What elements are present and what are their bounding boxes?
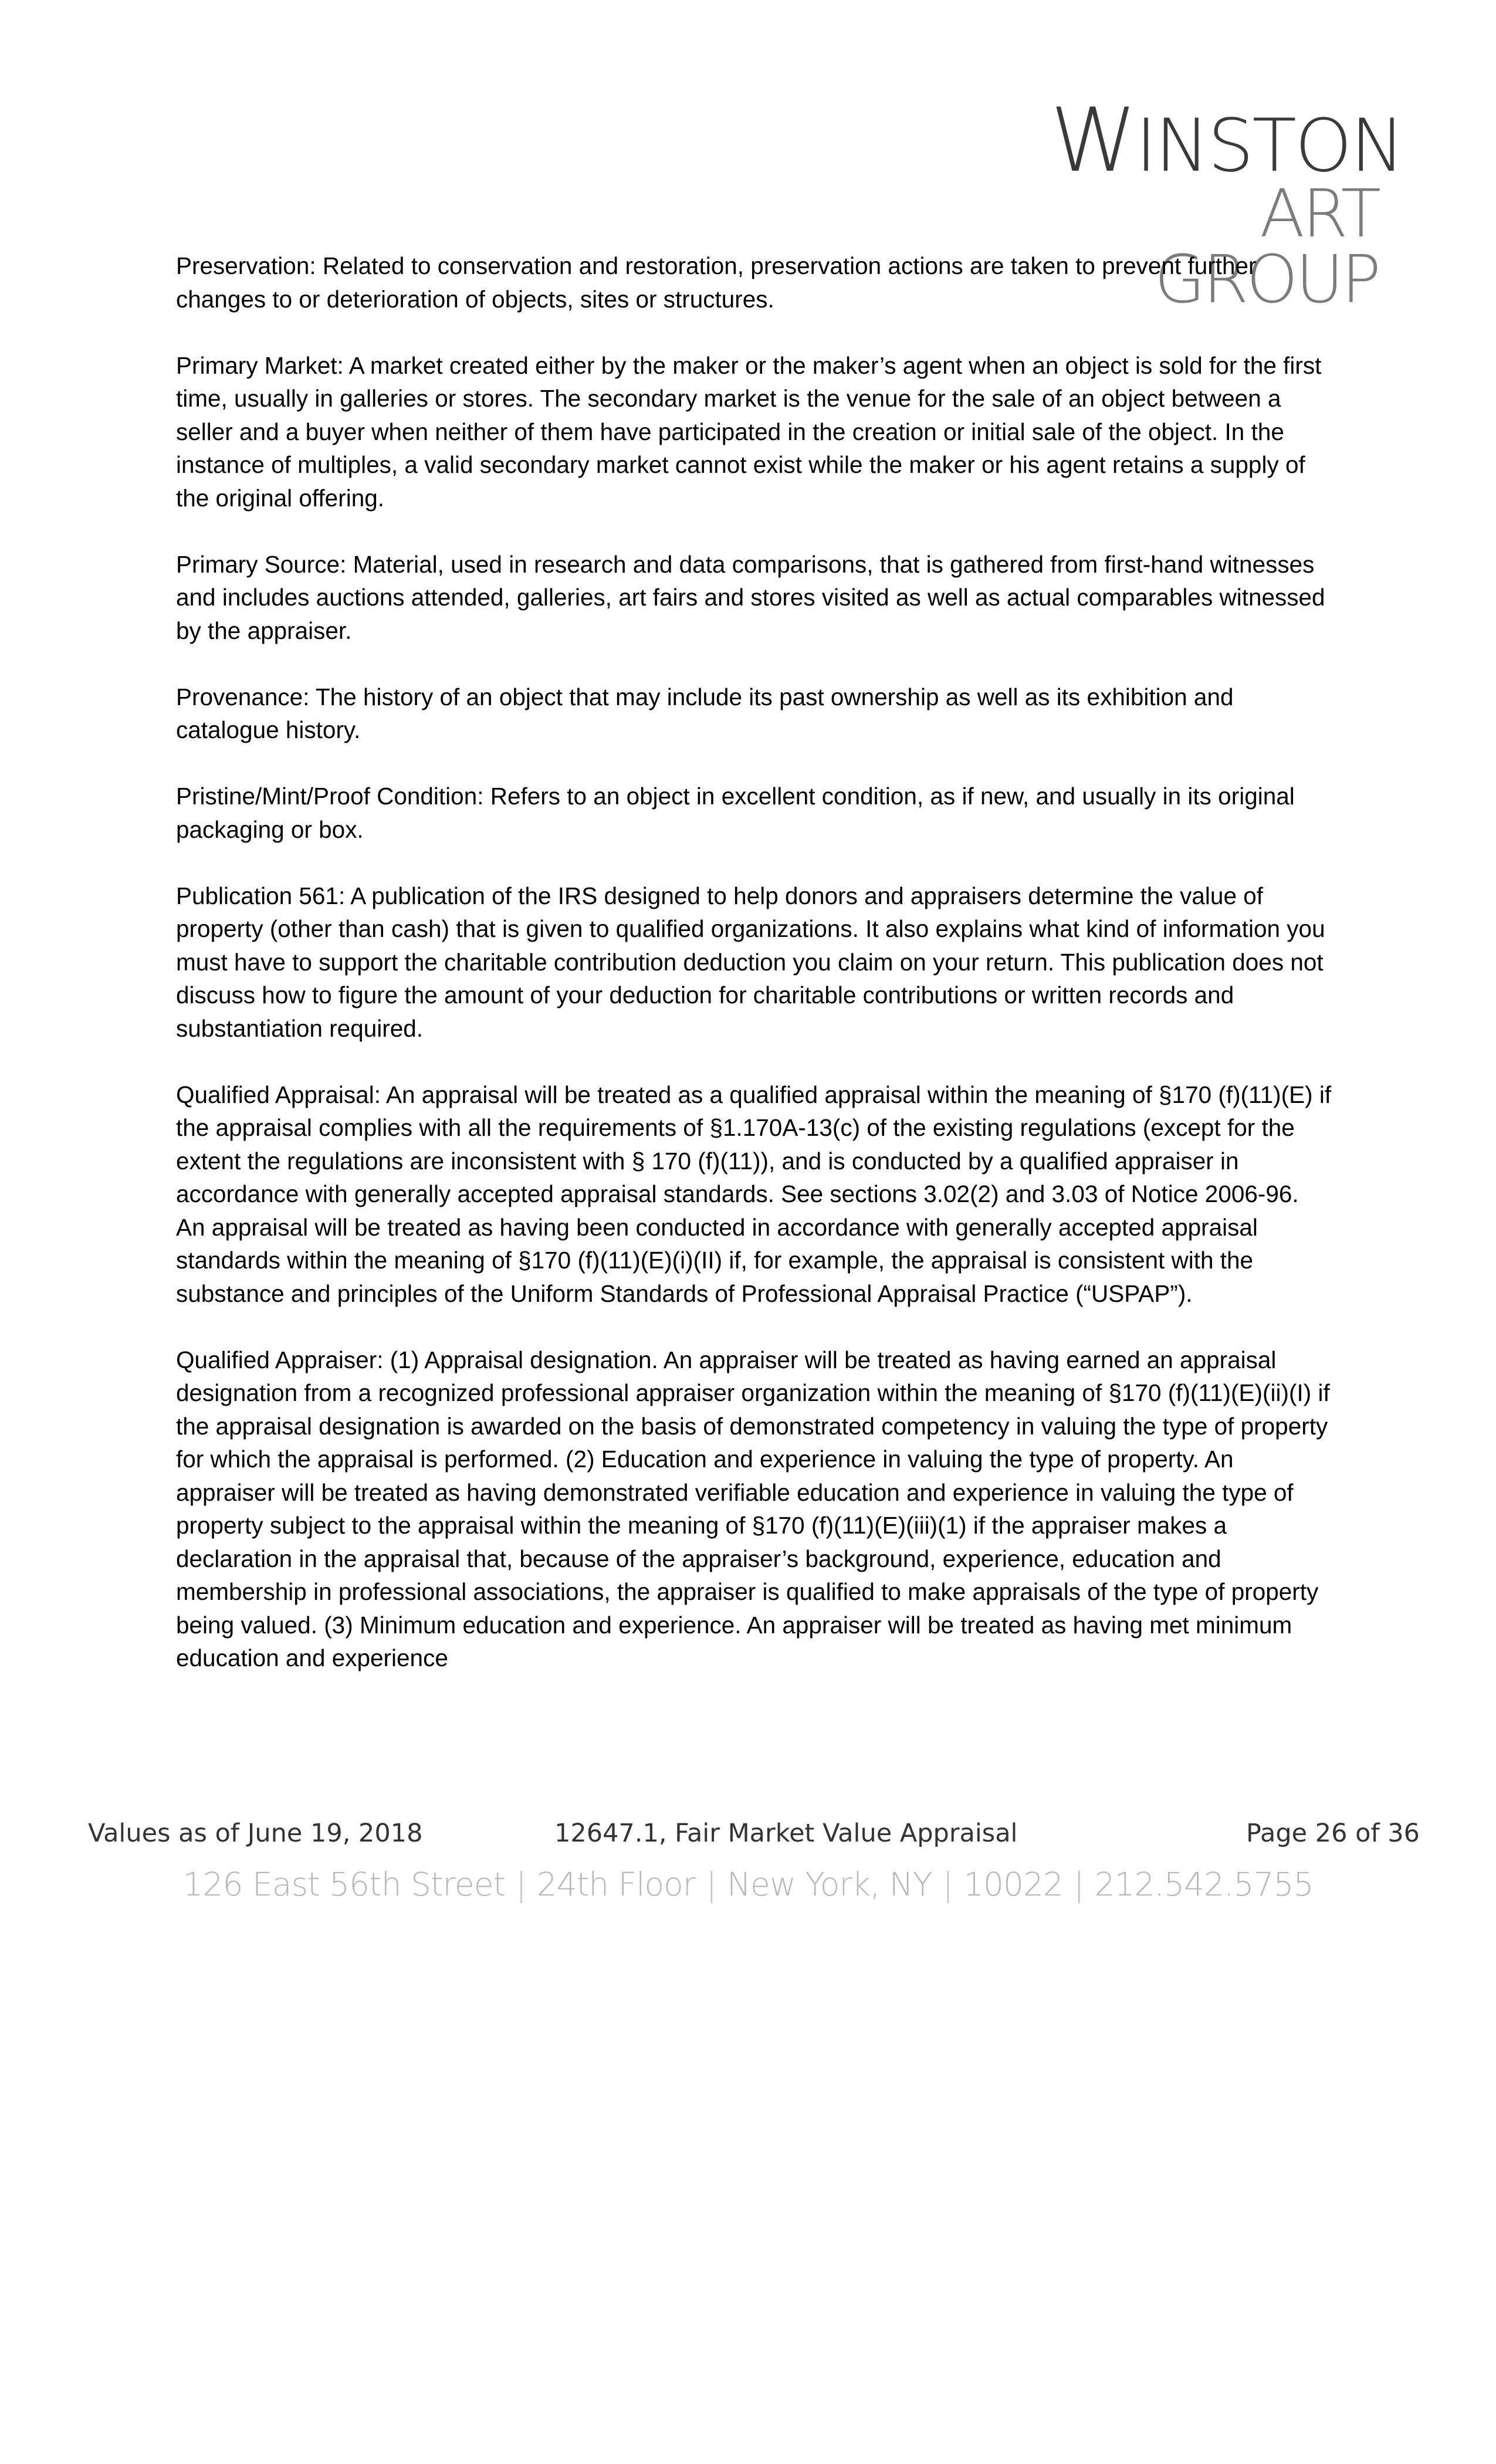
footer-report-title: 12647.1, Fair Market Value Appraisal	[554, 1819, 1018, 1848]
footer-values-date: Values as of June 19, 2018	[88, 1819, 423, 1848]
glossary-entry-primary-market: Primary Market: A market created either by the maker or the maker’s agent when an object is sold for the first time, usually in galleries or stores. The secondary market is the venue for the sale of an object between a seller and a buyer when neither of them have participated in the creation or initial sale of the object. In the instance of multiples, a valid secondary market cannot exist while the maker or his agent retains a supply of the original offering.	[176, 351, 1322, 512]
address-phone: 212.542.5755	[1094, 1866, 1314, 1903]
address-zip: 10022	[963, 1866, 1064, 1903]
footer-page-number: Page 26 of 36	[1246, 1819, 1420, 1848]
address-separator: |	[516, 1866, 526, 1903]
glossary-body	[176, 249, 1332, 1708]
glossary-entry-preservation: Preservation: Related to conservation and restoration, preservation actions are taken to prevent further changes to or deterioration of objects, sites or structures.	[176, 252, 1257, 313]
glossary-entry-publication-561: Publication 561: A publication of the IRS designed to help donors and appraisers determine the value of property (other than cash) that is given to qualified organizations. It also explains what kind of information you must have to support the charitable contribution deduction you claim on your return. This publication does not discuss how to figure the amount of your deduction for charitable contributions or written records and substantiation required.	[176, 882, 1325, 1042]
page-footer	[88, 1819, 1420, 1854]
logo-art-group: ART GROUP	[1154, 176, 1379, 318]
address-floor: 24th Floor	[536, 1866, 696, 1903]
address-separator: |	[942, 1866, 953, 1903]
glossary-entry-pristine-condition: Pristine/Mint/Proof Condition: Refers to an object in excellent condition, as if new, and usually in its original packaging or box.	[176, 783, 1295, 843]
footer-address	[0, 1866, 1496, 1903]
logo-winston-rest: INSTON	[1135, 104, 1403, 188]
address-city: New York, NY	[726, 1866, 932, 1903]
glossary-entry-provenance: Provenance: The history of an object that may include its past ownership as well as its exhibition and catalogue history.	[176, 683, 1234, 743]
logo-winston-initial: W	[1050, 90, 1136, 192]
address-separator: |	[1074, 1866, 1084, 1903]
glossary-entry-primary-source: Primary Source: Material, used in research and data comparisons, that is gathered from first-hand witnesses and includes auctions attended, galleries, art fairs and stores visited as well as actual comparables witnessed by the appraiser.	[176, 550, 1325, 644]
glossary-entry-qualified-appraiser: Qualified Appraiser: (1) Appraisal designation. An appraiser will be treated as having earned an appraisal designation from a recognized professional appraiser organization within the meaning of §170 (f)(11)(E)(ii)(I) if the appraisal designation is awarded on the basis of demonstrated competency in valuing the type of property for which the appraisal is performed. (2) Education and experience in valuing the type of property. An appraiser will be treated as having demonstrated verifiable education and experience in valuing the type of property subject to the appraisal within the meaning of §170 (f)(11)(E)(iii)(1) if the appraiser makes a declaration in the appraisal that, because of the appraiser’s background, experience, education and membership in professional associations, the appraiser is qualified to make appraisals of the type of property being valued. (3) Minimum education and experience. An appraiser will be treated as having met minimum education and experience	[176, 1346, 1330, 1671]
logo-winston	[1050, 90, 1403, 192]
address-street: 126 East 56th Street	[182, 1866, 506, 1903]
glossary-entry-qualified-appraisal: Qualified Appraisal: An appraisal will be treated as a qualified appraisal within the meaning of §170 (f)(11)(E) if the appraisal complies with all the requirements of §1.170A-13(c) of the existing regulations (except for the extent the regulations are inconsistent with § 170 (f)(11)), and is conducted by a qualified appraiser in accordance with generally accepted appraisal standards. See sections 3.02(2) and 3.03 of Notice 2006-96. An appraisal will be treated as having been conducted in accordance with generally accepted appraisal standards within the meaning of §170 (f)(11)(E)(i)(II) if, for example, the appraisal is consistent with the substance and principles of the Uniform Standards of Professional Appraisal Practice (“USPAP”).	[176, 1081, 1332, 1307]
address-separator: |	[706, 1866, 716, 1903]
